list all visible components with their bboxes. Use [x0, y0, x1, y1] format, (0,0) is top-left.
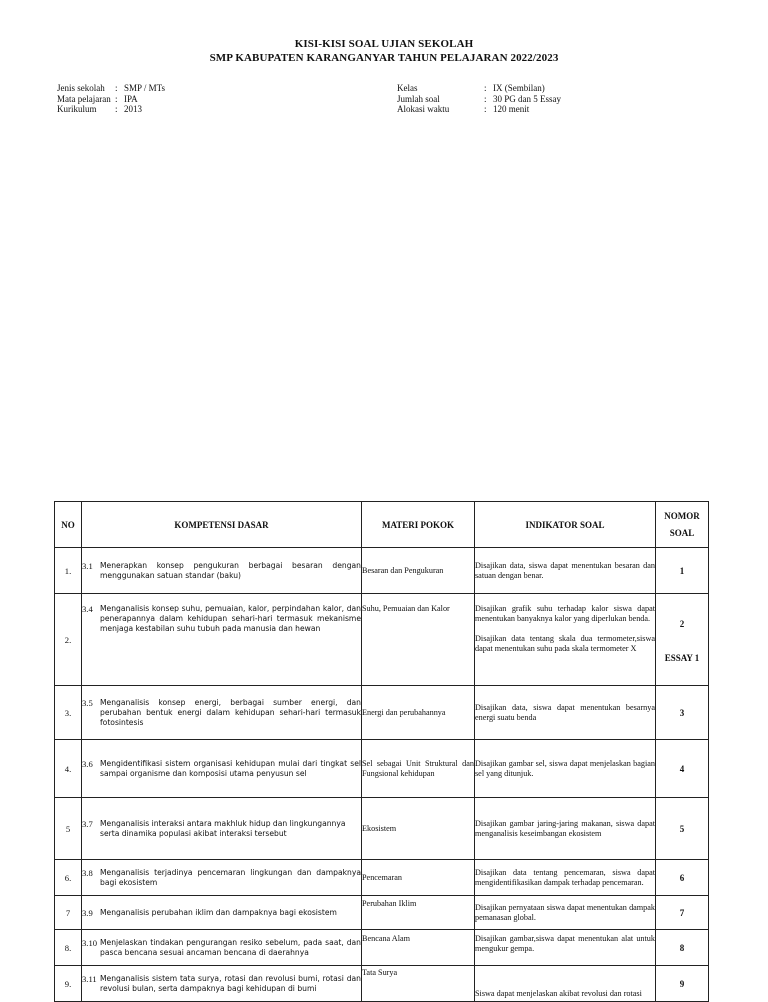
meta-label: Jumlah soal [397, 93, 440, 104]
row-no: 5 [55, 798, 82, 860]
kd-text: Menganalisis sistem tata surya, rotasi dan revolusi bumi, rotasi dan revolusi bulan, serta dampaknya bagi kehidupan di bumi [100, 973, 361, 993]
row-no: 2. [55, 594, 82, 686]
kd-text: Menganalisis konsep suhu, pemuaian, kalor, perpindahan kalor, dan penerapannya dalam kehidupan sehari-hari termasuk mekanisme menjaga kestabilan suhu tubuh pada manusia dan hewan [100, 604, 361, 633]
kd-code: 3.4 [82, 604, 93, 614]
row-no: 7 [55, 896, 82, 930]
meta-separator: : [484, 93, 487, 104]
row-kompetensi-dasar [82, 740, 362, 798]
row-indikator-soal: Disajikan gambar,siswa dapat menentukan alat untuk mengukur gempa. [475, 930, 656, 966]
row-nomor-soal: 5 [656, 798, 709, 860]
meta-label: Mata pelajaran [57, 93, 111, 104]
meta-value: 30 PG dan 5 Essay [493, 93, 561, 104]
row-kompetensi-dasar [82, 966, 362, 1002]
kd-text: Menerapkan konsep pengukuran berbagai besaran dengan menggunakan satuan standar (baku) [100, 560, 361, 580]
meta-separator: : [115, 104, 118, 114]
kd-text: Menganalisis interaksi antara makhluk hidup dan lingkungannya serta dinamika populasi akibat interaksi tersebut [100, 818, 346, 838]
header-nomor-line1: NOMOR [664, 510, 700, 521]
row-indikator-soal: Disajikan data, siswa dapat menentukan besarnya energi suatu benda [475, 686, 656, 740]
row-nomor-soal: 7 [656, 896, 709, 930]
row-materi-pokok: Pencemaran [362, 860, 475, 896]
row-kompetensi-dasar [82, 896, 362, 930]
table-row [55, 896, 709, 930]
meta-row-kelas [397, 83, 561, 94]
table-row [55, 594, 709, 686]
meta-value: IX (Sembilan) [493, 83, 545, 93]
row-kompetensi-dasar [82, 930, 362, 966]
row-nomor-soal [656, 594, 709, 686]
row-indikator-soal: Disajikan data tentang pencemaran, siswa dapat mengidentifikasikan dampak terhadap pencemaran. [475, 860, 656, 896]
kd-text: Menganalisis terjadinya pencemaran lingkungan dan dampaknya bagi ekosistem [100, 867, 361, 887]
meta-separator: : [484, 104, 487, 114]
row-kompetensi-dasar [82, 548, 362, 594]
row-materi-pokok: Sel sebagai Unit Struktural dan Fungsional kehidupan [362, 740, 475, 798]
row-materi-pokok: Tata Surya [362, 966, 475, 1002]
table-row [55, 798, 709, 860]
header-no: NO [55, 502, 82, 548]
kd-code: 3.6 [82, 758, 93, 769]
row-no: 3. [55, 686, 82, 740]
table-row [55, 548, 709, 594]
kd-text: Mengidentifikasi sistem organisasi kehidupan mulai dari tingkat sel sampai organisme dan komposisi utama penyusun sel [100, 758, 361, 778]
row-materi-pokok: Besaran dan Pengukuran [362, 548, 475, 594]
row-indikator-soal: Disajikan pernyataan siswa dapat menentukan dampak pemanasan global. [475, 896, 656, 930]
meta-value: SMP / MTs [124, 83, 166, 93]
header-kompetensi-dasar: KOMPETENSI DASAR [82, 502, 362, 548]
row-indikator-soal [475, 594, 656, 686]
indikator-item: Disajikan grafik suhu terhadap kalor siswa dapat menentukan banyaknya kalor yang diperlukan benda. [475, 604, 655, 623]
row-nomor-soal: 3 [656, 686, 709, 740]
kd-code: 3.9 [82, 907, 93, 918]
meta-label: Jenis sekolah [57, 83, 105, 93]
nomor-item-essay: ESSAY 1 [664, 652, 700, 663]
kd-code: 3.11 [82, 973, 97, 984]
kd-code: 3.7 [82, 818, 93, 829]
meta-label: Alokasi waktu [397, 104, 450, 114]
row-indikator-soal: Disajikan data, siswa dapat menentukan besaran dan satuan dengan benar. [475, 548, 656, 594]
document-subtitle: SMP KABUPATEN KARANGANYAR TAHUN PELAJARAN 2022/2023 [209, 52, 559, 64]
meta-value: IPA [124, 93, 138, 104]
meta-row-jumlah-soal [397, 94, 561, 105]
kd-text: Menganalisis perubahan iklim dan dampaknya bagi ekosistem [100, 907, 337, 917]
row-indikator-soal: Disajikan gambar jaring-jaring makanan, siswa dapat menganalisis keseimbangan ekosistem [475, 798, 656, 860]
row-no: 8. [55, 930, 82, 966]
row-kompetensi-dasar [82, 798, 362, 860]
table-header-row [55, 502, 709, 548]
table-row [55, 966, 709, 1002]
row-materi-pokok: Ekosistem [362, 798, 475, 860]
row-no: 4. [55, 740, 82, 798]
row-materi-pokok: Energi dan perubahannya [362, 686, 475, 740]
row-nomor-soal: 6 [656, 860, 709, 896]
row-indikator-soal: Siswa dapat menjelaskan akibat revolusi dan rotasi [475, 966, 656, 1002]
row-no: 6. [55, 860, 82, 896]
kisi-kisi-table [54, 501, 709, 1002]
meta-separator: : [115, 93, 118, 104]
meta-row-kurikulum [57, 104, 165, 115]
kd-code: 3.8 [82, 867, 93, 878]
row-nomor-soal: 9 [656, 966, 709, 1002]
row-kompetensi-dasar [82, 594, 362, 686]
meta-separator: : [115, 83, 118, 93]
row-indikator-soal: Disajikan gambar sel, siswa dapat menjelaskan bagian sel yang ditunjuk. [475, 740, 656, 798]
table-row [55, 740, 709, 798]
kd-text: Menganalisis konsep energi, berbagai sumber energi, dan perubahan bentuk energi dalam kehidupan sehari-hari termasuk fotosintesis [100, 697, 361, 727]
meta-row-jenis-sekolah [57, 83, 165, 94]
row-no: 1. [55, 548, 82, 594]
row-kompetensi-dasar [82, 860, 362, 896]
meta-row-alokasi-waktu [397, 104, 561, 115]
table-row [55, 930, 709, 966]
header-indikator-soal: INDIKATOR SOAL [475, 502, 656, 548]
meta-label: Kelas [397, 83, 418, 93]
meta-value: 2013 [124, 104, 142, 114]
indikator-item: Disajikan data tentang skala dua termometer,siswa dapat menentukan suhu pada skala termometer X [475, 634, 655, 653]
kd-code: 3.10 [82, 937, 98, 948]
row-nomor-soal: 8 [656, 930, 709, 966]
header-nomor-line2: SOAL [669, 527, 695, 538]
row-nomor-soal: 4 [656, 740, 709, 798]
row-materi-pokok: Perubahan Iklim [362, 896, 475, 930]
kd-code: 3.5 [82, 697, 93, 708]
row-materi-pokok: Bencana Alam [362, 930, 475, 966]
table-row [55, 860, 709, 896]
kd-code: 3.1 [82, 560, 93, 571]
table-row [55, 686, 709, 740]
meta-row-mata-pelajaran [57, 94, 165, 105]
nomor-item: 2 [679, 618, 685, 629]
meta-value: 120 menit [493, 104, 530, 114]
meta-label: Kurikulum [57, 104, 97, 114]
meta-left-block [57, 83, 165, 115]
document-title: KISI-KISI SOAL UJIAN SEKOLAH [294, 38, 474, 50]
header-nomor-soal [656, 502, 709, 548]
kd-text: Menjelaskan tindakan pengurangan resiko sebelum, pada saat, dan pasca bencana sesuai ancaman bencana di daerahnya [100, 937, 361, 957]
row-no: 9. [55, 966, 82, 1002]
meta-right-block [397, 83, 561, 115]
row-materi-pokok: Suhu, Pemuaian dan Kalor [362, 594, 475, 686]
row-nomor-soal: 1 [656, 548, 709, 594]
header-materi-pokok: MATERI POKOK [362, 502, 475, 548]
row-kompetensi-dasar [82, 686, 362, 740]
meta-separator: : [484, 83, 487, 93]
